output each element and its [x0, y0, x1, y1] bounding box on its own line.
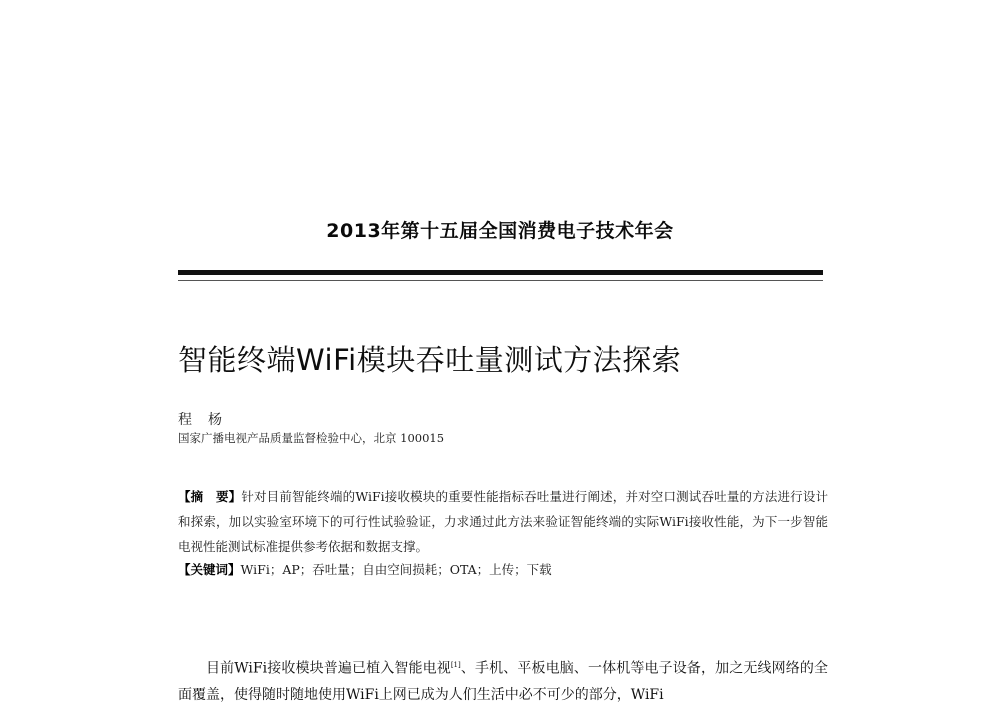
- keywords-text: WiFi；AP；吞吐量；自由空间损耗；OTA；上传；下载: [240, 562, 552, 577]
- conference-title: 2013年第十五届全国消费电子技术年会: [326, 220, 674, 242]
- author-name: 程 杨: [178, 412, 223, 428]
- abstract-label: 【摘 要】: [178, 489, 242, 504]
- body-paragraph: [178, 652, 828, 708]
- abstract-text: 针对目前智能终端的WiFi接收模块的重要性能指标吞吐量进行阐述，并对空口测试吞吐量的方法进行设计和探索，加以实验室环境下的可行性试验验证，力求通过此方法来验证智能终端的实际WiFi接收性能，为下一步智能电视性能测试标准提供参考依据和数据支撑。: [178, 489, 828, 554]
- keywords: [178, 559, 828, 581]
- citation-ref: [1]: [450, 661, 461, 669]
- paper-title: 智能终端WiFi模块吞吐量测试方法探索: [178, 343, 682, 377]
- body-text-part1: 目前WiFi接收模块普遍已植入智能电视: [206, 660, 451, 677]
- abstract: [178, 484, 828, 559]
- header-rule-thick: [178, 270, 823, 275]
- author-affiliation: 国家广播电视产品质量监督检验中心，北京 100015: [178, 431, 445, 445]
- body-text-part2: 、手机、平板电脑、一体机等电子设备，加之无线网络的全面覆盖，使得随时随地使用WiFi上网已成为人们生活中必不可少的部分，WiFi: [178, 660, 829, 703]
- keywords-label: 【关键词】: [178, 562, 241, 577]
- header-rule-thin: [178, 280, 823, 281]
